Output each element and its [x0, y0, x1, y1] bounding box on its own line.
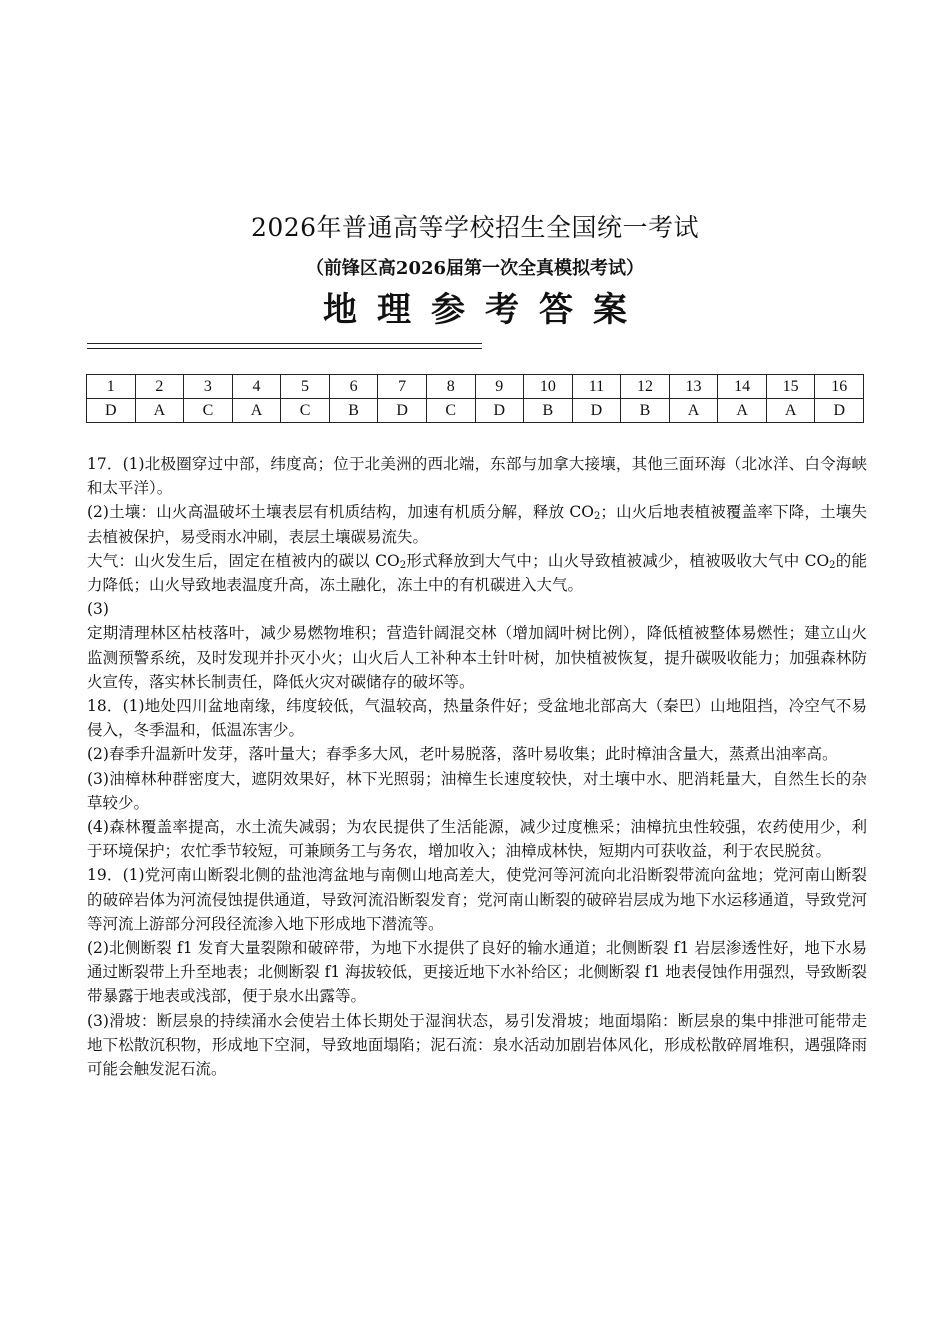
table-cell: 14 [718, 375, 767, 399]
table-cell: D [815, 399, 864, 423]
table-cell: 1 [87, 375, 136, 399]
table-cell: A [135, 399, 184, 423]
table-cell: 2 [135, 375, 184, 399]
table-cell: 9 [475, 375, 524, 399]
q17-part3: 定期清理林区枯枝落叶，减少易燃物堆积；营造针阔混交林（增加阔叶树比例），降低植被整体易燃性；建立山火监测预警系统，及时发现并扑灭小火；山火后人工补种本土针叶树，加快植被恢复，提升碳吸收能力；加强森林防火宣传，落实林长制责任，降低火灾对碳储存的破坏等。 [87, 624, 867, 691]
table-cell: A [718, 399, 767, 423]
table-cell: A [669, 399, 718, 423]
table-cell: 4 [232, 375, 281, 399]
table-cell: B [621, 399, 670, 423]
table-cell: 10 [524, 375, 573, 399]
q18-part4: (4)森林覆盖率提高，水土流失减弱；为农民提供了生活能源，减少过度樵采；油樟抗虫性较强，农药使用少，利于环境保护；农忙季节较短，可兼顾务工与务农，增加收入；油樟成林快，短期内可获收益，利于农民脱贫。 [87, 818, 867, 861]
table-cell: B [329, 399, 378, 423]
table-cell: 5 [281, 375, 330, 399]
q18-part1: 18．(1)地处四川盆地南缘，纬度较低，气温较高，热量条件好；受盆地北部高大（秦巴）山地阻挡，冷空气不易侵入，冬季温和，低温冻害少。 [87, 697, 867, 740]
exam-subtitle: （前锋区高2026届第一次全真模拟考试） [305, 258, 645, 279]
q19-part1: 19．(1)党河南山断裂北侧的盐池湾盆地与南侧山地高差大，使党河等河流向北沿断裂带流向盆地；党河南山断裂的破碎岩体为河流侵蚀提供通道，导致河流沿断裂发育；党河南山断裂的破碎岩层成为地下水运移通道，导致党河等河流上游部分河段径流渗入地下形成地下潜流等。 [87, 866, 867, 933]
table-cell: D [87, 399, 136, 423]
exam-title: 2026年普通高等学校招生全国统一考试 [250, 213, 700, 242]
table-cell: 16 [815, 375, 864, 399]
answer-content [87, 452, 867, 1081]
question-number-row [87, 375, 864, 399]
q18-part3: (3)油樟林种群密度大，遮阴效果好，林下光照弱；油樟生长速度较快，对土壤中水、肥消耗量大，自然生长的杂草较少。 [87, 769, 867, 812]
table-cell: 8 [426, 375, 475, 399]
table-cell: 13 [669, 375, 718, 399]
divider-line [87, 348, 482, 349]
table-cell: 3 [184, 375, 233, 399]
divider-line [87, 343, 482, 344]
answer-heading: 地理参考答案 [323, 290, 647, 330]
table-cell: A [232, 399, 281, 423]
table-cell: 7 [378, 375, 427, 399]
table-cell: 12 [621, 375, 670, 399]
table-cell: D [475, 399, 524, 423]
q18-part2: (2)春季升温新叶发芽，落叶量大；春季多大风，老叶易脱落，落叶易收集；此时樟油含量大，蒸煮出油率高。 [87, 745, 838, 764]
table-cell: B [524, 399, 573, 423]
answer-table [86, 374, 864, 423]
q19-part2: (2)北侧断裂 f1 发育大量裂隙和破碎带，为地下水提供了良好的输水通道；北侧断裂 f1 岩层渗透性好，地下水易通过断裂带上升至地表；北侧断裂 f1 海拔较低，更接近地下水补给区；北侧断裂 f1 地表侵蚀作用强烈，导致断裂带暴露于地表或浅部，便于泉水出露等。 [87, 939, 867, 1006]
q17-part2-atmosphere: 大气：山火发生后，固定在植被内的碳以 $CO_2$形式释放到大气中；山火导致植被减少，植被吸收大气中 $CO_2$的能力降低；山火导致地表温度升高，冻土融化，冻土中的有机碳进入大气。 [87, 551, 867, 595]
q17-part1: 17．(1)北极圈穿过中部，纬度高；位于北美洲的西北端，东部与加拿大接壤，其他三面环海（北冰洋、白令海峡和太平洋）。 [87, 455, 867, 498]
table-cell: A [766, 399, 815, 423]
table-cell: D [378, 399, 427, 423]
table-cell: 11 [572, 375, 621, 399]
answer-row [87, 399, 864, 423]
table-cell: C [426, 399, 475, 423]
table-cell: C [281, 399, 330, 423]
table-cell: C [184, 399, 233, 423]
q17-part2-soil: (2)土壤：山火高温破坏土壤表层有机质结构，加速有机质分解，释放 $CO_2$；山火后地表植被覆盖率下降，土壤失去植被保护，易受雨水冲刷，表层土壤碳易流失。 [87, 503, 867, 546]
q19-part3: (3)滑坡：断层泉的持续涌水会使岩土体长期处于湿润状态，易引发滑坡；地面塌陷：断层泉的集中排泄可能带走地下松散沉积物，形成地下空洞，导致地面塌陷；泥石流：泉水活动加剧岩体风化，形成松散碎屑堆积，遇强降雨可能会触发泥石流。 [87, 1011, 867, 1079]
table-cell: 6 [329, 375, 378, 399]
table-cell: 15 [766, 375, 815, 399]
q17-part3-label: (3) [87, 600, 109, 619]
table-cell: D [572, 399, 621, 423]
